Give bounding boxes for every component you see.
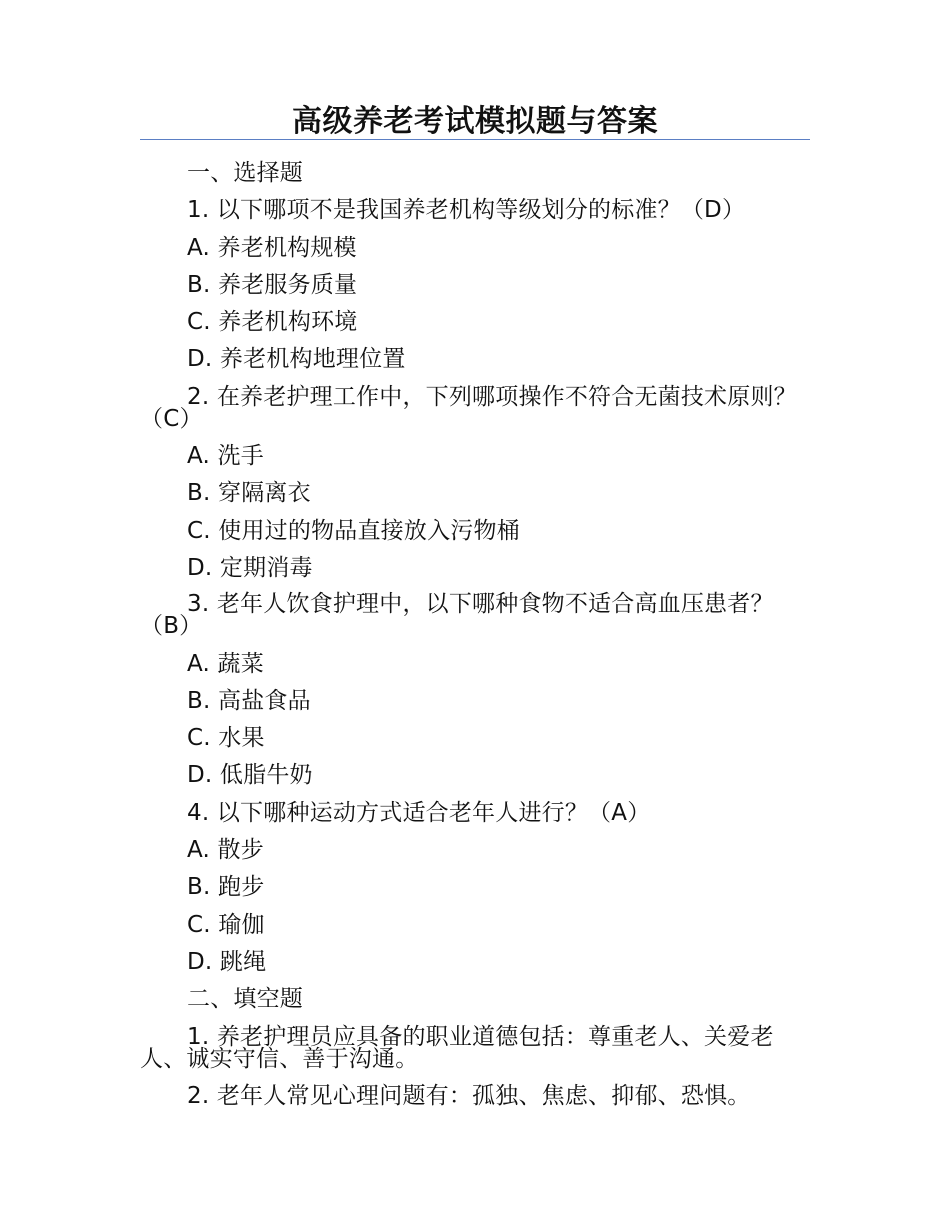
- question-2-option-a: A. 洗手: [187, 443, 264, 470]
- question-1-option-a: A. 养老机构规模: [187, 234, 357, 261]
- section-heading-choice: 一、选择题: [187, 160, 303, 186]
- question-4-option-c: C. 瑜伽: [187, 911, 265, 938]
- question-3: 3. 老年人饮食护理中，以下哪种食物不适合高血压患者？（B）: [140, 591, 774, 640]
- question-3-option-a: A. 蔬菜: [187, 650, 264, 677]
- page-title: 高级养老考试模拟题与答案: [292, 104, 658, 139]
- question-2-option-c: C. 使用过的物品直接放入污物桶: [187, 517, 520, 544]
- question-2-option-d: D. 定期消毒: [187, 554, 313, 581]
- question-4: 4. 以下哪种运动方式适合老年人进行？（A）: [187, 799, 651, 826]
- title-underline: [140, 139, 810, 140]
- question-1-option-b: B. 养老服务质量: [187, 271, 358, 298]
- fill-blank-1: 1. 养老护理员应具备的职业道德包括：尊重老人、关爱老人、诚实守信、善于沟通。: [140, 1023, 774, 1072]
- fill-blank-2: 2. 老年人常见心理问题有：孤独、焦虑、抑郁、恐惧。: [187, 1082, 751, 1109]
- question-1: 1. 以下哪项不是我国养老机构等级划分的标准？（D）: [187, 197, 746, 224]
- question-1-option-c: C. 养老机构环境: [187, 309, 358, 336]
- question-1-option-d: D. 养老机构地理位置: [187, 346, 406, 373]
- question-3-option-b: B. 高盐食品: [187, 687, 311, 714]
- question-2-option-b: B. 穿隔离衣: [187, 480, 311, 507]
- document-body: [140, 155, 812, 1115]
- section-heading-fill: 二、填空题: [187, 986, 303, 1013]
- question-4-option-b: B. 跑步: [187, 874, 265, 901]
- question-4-option-d: D. 跳绳: [187, 948, 267, 975]
- question-2: 2. 在养老护理工作中，下列哪项操作不符合无菌技术原则？（C）: [140, 383, 797, 432]
- question-3-option-c: C. 水果: [187, 725, 265, 752]
- question-3-option-d: D. 低脂牛奶: [187, 762, 313, 789]
- question-4-option-a: A. 散步: [187, 837, 264, 864]
